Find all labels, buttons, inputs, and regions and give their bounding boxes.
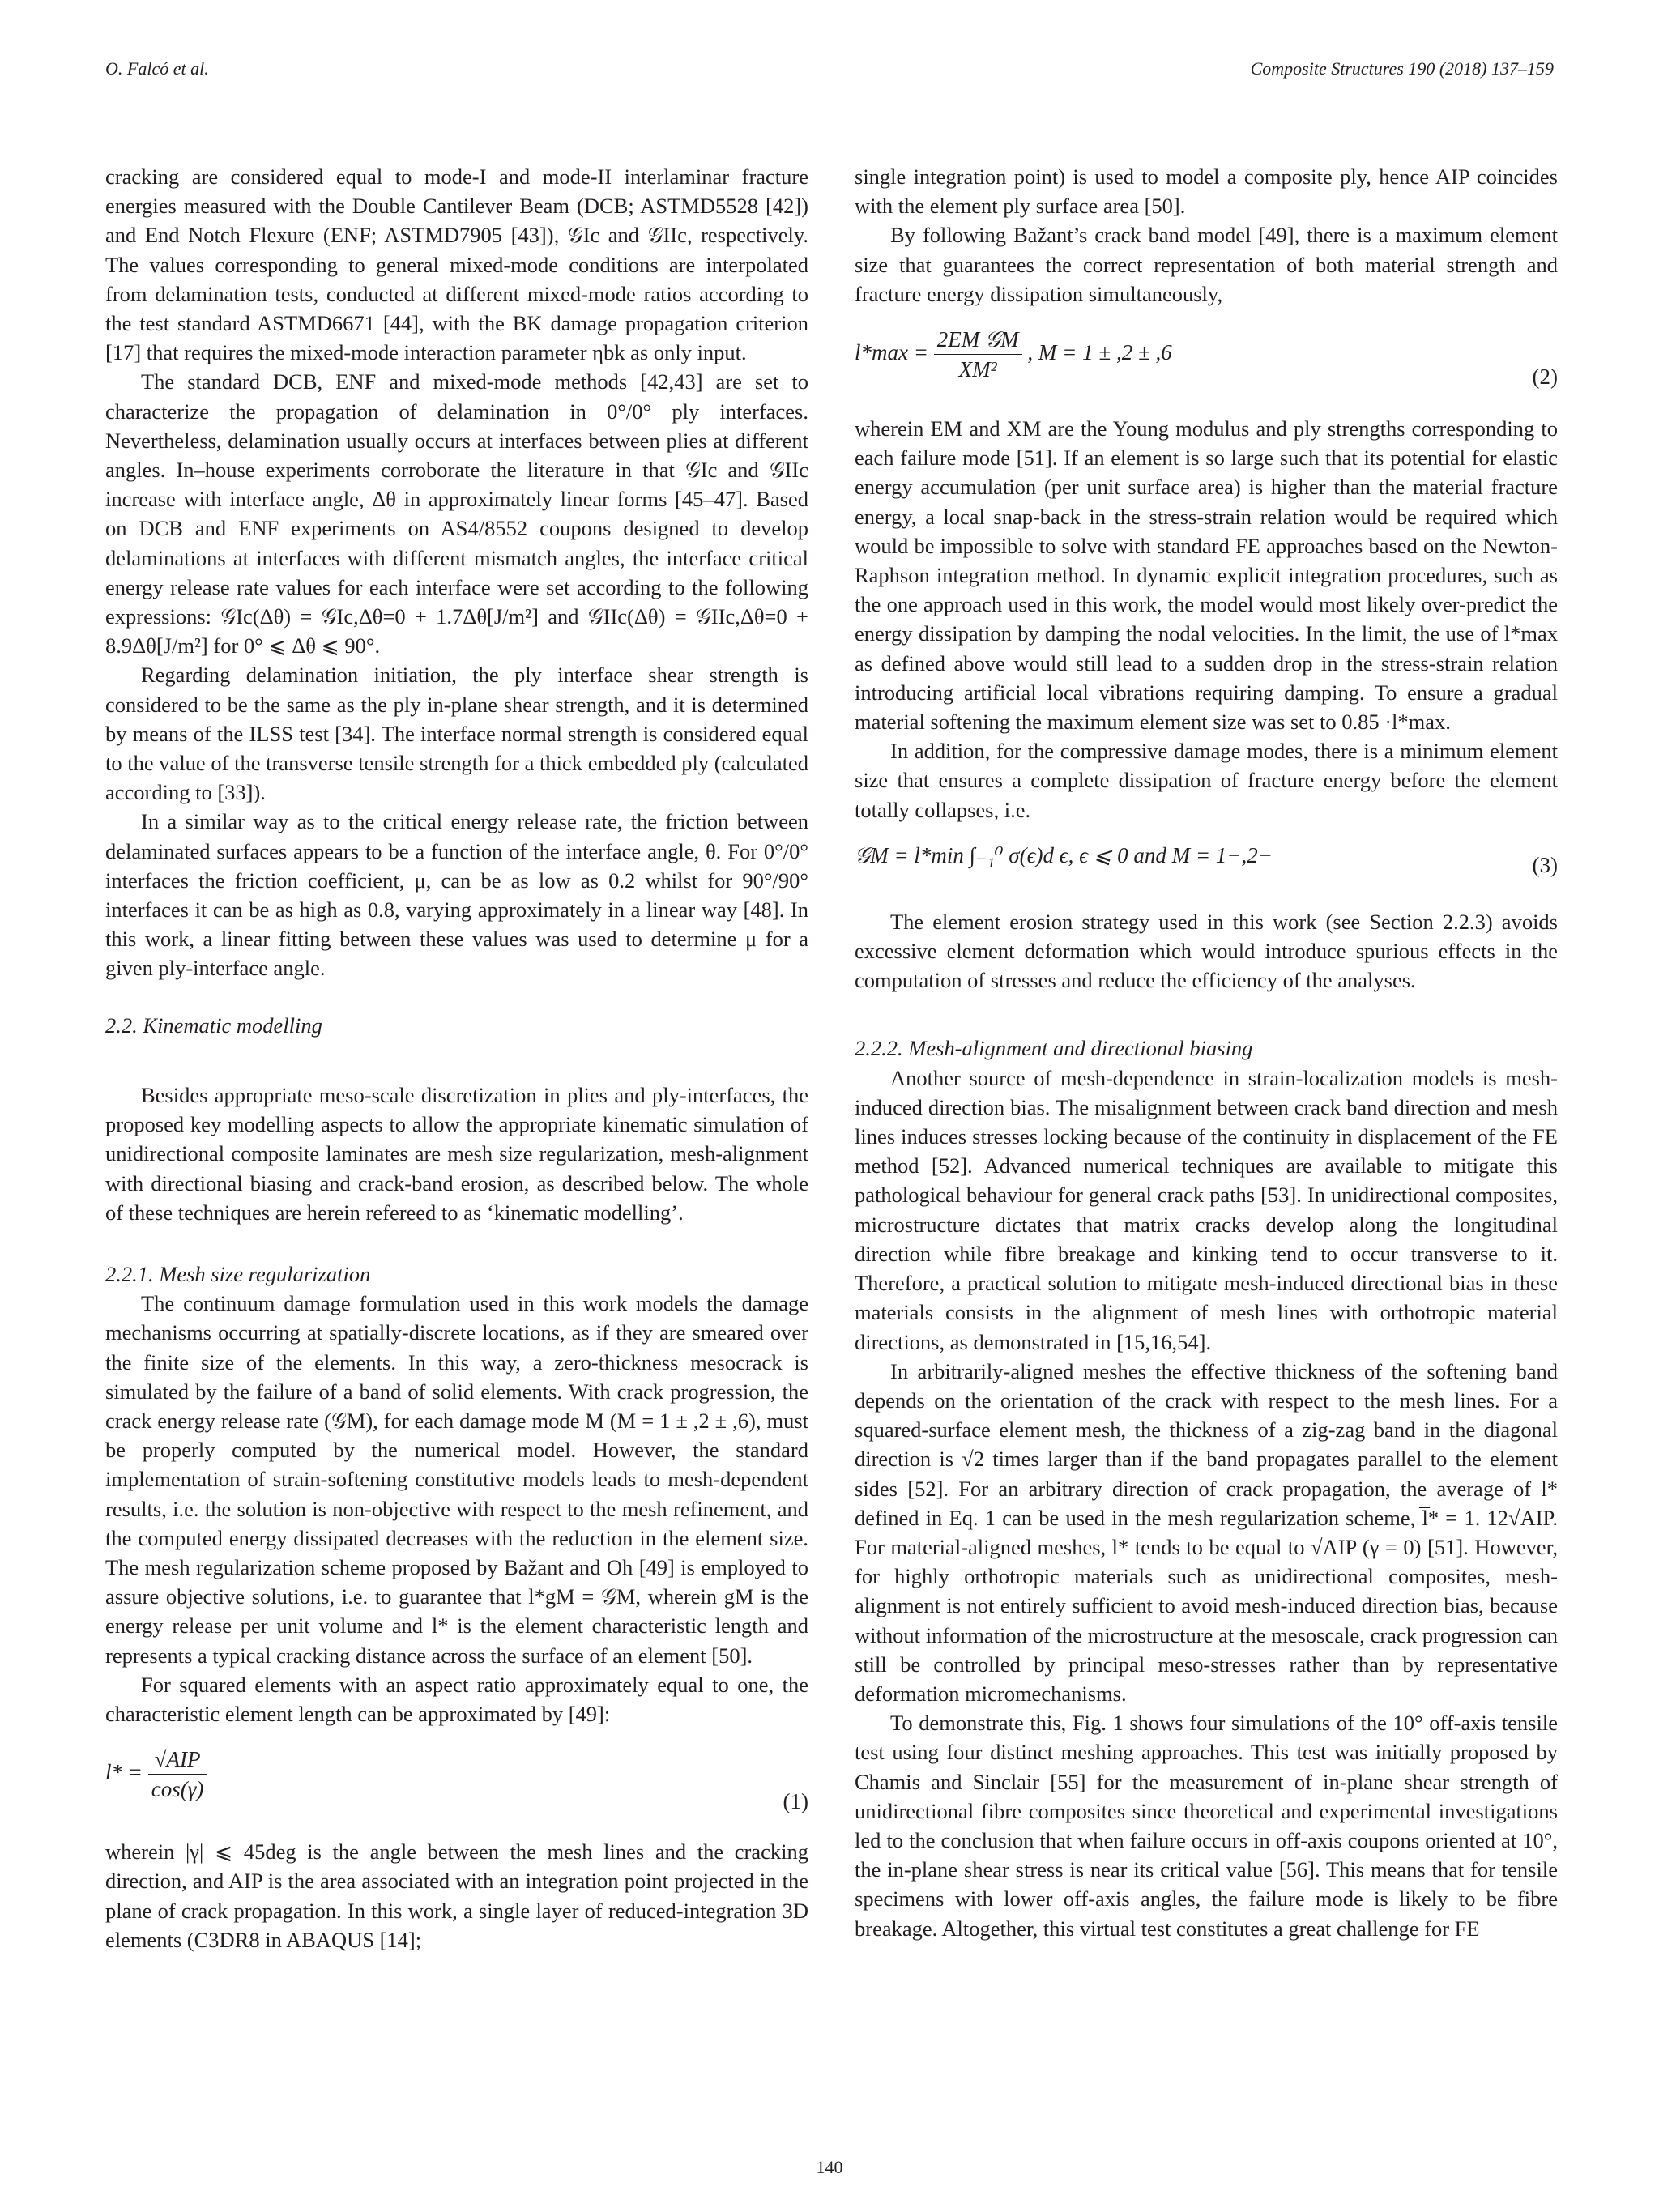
paragraph: The continuum damage formulation used in this work models the damage mechanisms occurring at spatially-discrete locations, as if they are smeared over the finite size of the elements. In this way, a zero-thickness mesocrack is simulated by the failure of a band of solid elements. With crack progression, the crack energy release rate (𝒢M), for each damage mode M (M = 1 ± ,2 ± ,6), must be properly computed by the numerical model. However, the standard implementation of strain-softening constitutive models leads to mesh-dependent results, i.e. the solution is non-objective with respect to the mesh refinement, and the computed energy dissipated decreases with the reduction in the element size. The mesh regularization scheme proposed by Bažant and Oh [49] is employed to assure objective solutions, i.e. to guarantee that l*gM = 𝒢M, wherein gM is the energy release per unit volume and l* is the element characteristic length and represents a typical cracking distance across the surface of an element [50]. (105, 1291, 808, 1668)
paragraph: By following Bažant’s crack band model [49], there is a maximum element size that guarantees the correct representation of both material strength and fracture energy dissipation simultaneously, (855, 223, 1558, 306)
right-column (855, 162, 1558, 1943)
fraction-denominator: cos(γ) (151, 1777, 204, 1802)
paragraph: In a similar way as to the critical energy release rate, the friction between delaminated surfaces appears to be a function of the interface angle, θ. For 0°/0° interfaces the friction coefficient, μ, can be as low as 0.2 whilst for 90°/90° interfaces it can be as high as 0.8, varying approximately in a linear way [48]. In this work, a linear fitting between these values was used to determine μ for a given ply-interface angle. (105, 809, 808, 981)
equation-fraction (148, 1745, 207, 1804)
paragraph: The standard DCB, ENF and mixed-mode methods [42,43] are set to characterize the propagation of delamination in 0°/0° ply interfaces. Nevertheless, delamination usually occurs at interfaces between plies at different angles. In–house experiments corroborate the literature in that 𝒢Ic and 𝒢IIc increase with interface angle, Δθ in approximately linear forms [45–47]. Based on DCB and ENF experiments on AS4/8552 coupons designed to develop delaminations at interfaces with different mismatch angles, the interface critical energy release rate values for each interface were set according to the following expressions: 𝒢Ic(Δθ) = 𝒢Ic,Δθ=0 + 1.7Δθ[J/m²] and 𝒢IIc(Δθ) = 𝒢IIc,Δθ=0 + 8.9Δθ[J/m²] for 0° ⩽ Δθ ⩽ 90°. (105, 369, 808, 658)
header-authors: O. Falcó et al. (105, 58, 209, 79)
equation-lhs: l*max = (855, 339, 928, 364)
equation-3 (855, 841, 1558, 893)
subsection-heading: 2.2.1. Mesh size regularization (105, 1261, 371, 1286)
paragraph: The element erosion strategy used in this work (see Section 2.2.3) avoids excessive element deformation which would introduce spurious effects in the computation of stresses and reduce the efficiency of the analyses. (855, 909, 1558, 993)
paragraph: In addition, for the compressive damage modes, there is a minimum element size that ensures a complete dissipation of fracture energy before the element totally collapses, i.e. (855, 739, 1558, 822)
paragraph: cracking are considered equal to mode-I and mode-II interlaminar fracture energies measured with the Double Cantilever Beam (DCB; ASTMD5528 [42]) and End Notch Flexure (ENF; ASTMD7905 [43]), 𝒢Ic and 𝒢IIc, respectively. The values corresponding to general mixed-mode conditions are interpolated from delamination tests, conducted at different mixed-mode ratios according to the test standard ASTMD6671 [44], with the BK damage propagation criterion [17] that requires the mixed-mode interaction parameter ηbk as only input. (105, 164, 808, 365)
fraction-denominator: XM² (958, 357, 997, 382)
page-number: 140 (816, 2157, 843, 2177)
paragraph: To demonstrate this, Fig. 1 shows four simulations of the 10° off-axis tensile test using four distinct meshing approaches. This test was initially proposed by Chamis and Sinclair [55] for the measurement of in-plane shear strength of unidirectional fibre composites since theoretical and experimental investigations led to the conclusion that when failure occurs in off-axis coupons oriented at 10°, the in-plane shear stress is near its critical value [56]. This means that for tensile specimens with lower off-axis angles, the failure mode is likely to be fibre breakage. Altogether, this virtual test constitutes a great challenge for FE (855, 1711, 1558, 1941)
paragraph: single integration point) is used to model a composite ply, hence AIP coincides with the element ply surface area [50]. (855, 164, 1558, 219)
paragraph: wherein EM and XM are the Young modulus and ply strengths corresponding to each failure mode [51]. If an element is so large such that its potential for elastic energy accumulation (per unit surface area) is higher than the material fracture energy, a local snap-back in the stress-strain relation would be required which would be impossible to solve with standard FE approaches based on the Newton-Raphson integration method. In dynamic explicit integration procedures, such as the one approach used in this work, the model would most likely over-predict the energy dissipation by damping the nodal velocities. In the limit, the use of l*max as defined above would still lead to a sudden drop in the stress-strain relation introducing artificial local vibrations requiring damping. To ensure a gradual material softening the maximum element size was set to 0.85 ·l*max. (855, 416, 1558, 735)
equation-rhs: , M = 1 ± ,2 ± ,6 (1027, 339, 1172, 364)
paragraph: Another source of mesh-dependence in strain-localization models is mesh-induced direction bias. The misalignment between crack band direction and mesh lines induces stresses locking because of the continuity in displacement of the FE method [52]. Advanced numerical techniques are available to mitigate this pathological behaviour for general crack paths [53]. In unidirectional composites, microstructure dictates that matrix cracks develop along the longitudinal direction while fibre breakage and kinking tend to occur transverse to it. Therefore, a practical solution to mitigate mesh-induced directional bias in these materials consists in the alignment of mesh lines with orthotropic material directions, as demonstrated in [15,16,54]. (855, 1065, 1558, 1354)
fraction-numerator: √AIP (148, 1745, 207, 1775)
left-column (105, 162, 808, 1954)
equation-2 (855, 325, 1558, 399)
section-heading: 2.2. Kinematic modelling (105, 1012, 322, 1038)
header-journal: Composite Structures 190 (2018) 137–159 (1250, 58, 1554, 79)
subsection-heading: 2.2.2. Mesh-alignment and directional biasing (855, 1036, 1253, 1061)
equation-1 (105, 1745, 808, 1822)
paragraph: For squared elements with an aspect ratio approximately equal to one, the characteristic element length can be approximated by [49]: (105, 1672, 808, 1726)
equation-body: 𝒢M = l*min ∫₋₁⁰ σ(ϵ)d ϵ, ϵ ⩽ 0 and M = 1−,2− (855, 842, 1273, 867)
paragraph: wherein |γ| ⩽ 45deg is the angle between the mesh lines and the cracking direction, and AIP is the area associated with an integration point projected in the plane of crack propagation. In this work, a single layer of reduced-integration 3D elements (C3DR8 in ABAQUS [14]; (105, 1839, 808, 1952)
paragraph: In arbitrarily-aligned meshes the effective thickness of the softening band depends on the orientation of the crack with respect to the mesh lines. For a squared-surface element mesh, the thickness of a zig-zag band in the diagonal direction is √2 times larger than if the band propagates parallel to the element sides [52]. For an arbitrary direction of crack propagation, the average of l* defined in Eq. 1 can be used in the mesh regularization scheme, l̅* = 1. 12√AIP. For material-aligned meshes, l* tends to be equal to √AIP (γ = 0) [51]. However, for highly orthotropic materials such as unidirectional composites, mesh-alignment is not entirely sufficient to avoid mesh-induced direction bias, because without information of the microstructure at the mesoscale, crack progression can still be controlled by principal meso-stresses rather than by representative deformation micromechanisms. (855, 1358, 1558, 1706)
fraction-numerator: 2EM 𝒢M (934, 325, 1022, 355)
equation-number: (3) (1532, 852, 1558, 877)
equation-number: (1) (783, 1789, 808, 1814)
paragraph: Regarding delamination initiation, the ply interface shear strength is considered to be the same as the ply in-plane shear strength, and it is determined by means of the ILSS test [34]. The interface normal strength is considered equal to the value of the transverse tensile strength for a thick embedded ply (calculated according to [33]). (105, 663, 808, 805)
equation-fraction (934, 325, 1022, 384)
equation-lhs: l* = (105, 1760, 143, 1785)
paragraph: Besides appropriate meso-scale discretization in plies and ply-interfaces, the proposed key modelling aspects to allow the appropriate kinematic simulation of unidirectional composite laminates are mesh size regularization, mesh-alignment with directional biasing and crack-band erosion, as described below. The whole of these techniques are herein refereed to as ‘kinematic modelling’. (105, 1082, 808, 1225)
equation-number: (2) (1532, 364, 1558, 390)
